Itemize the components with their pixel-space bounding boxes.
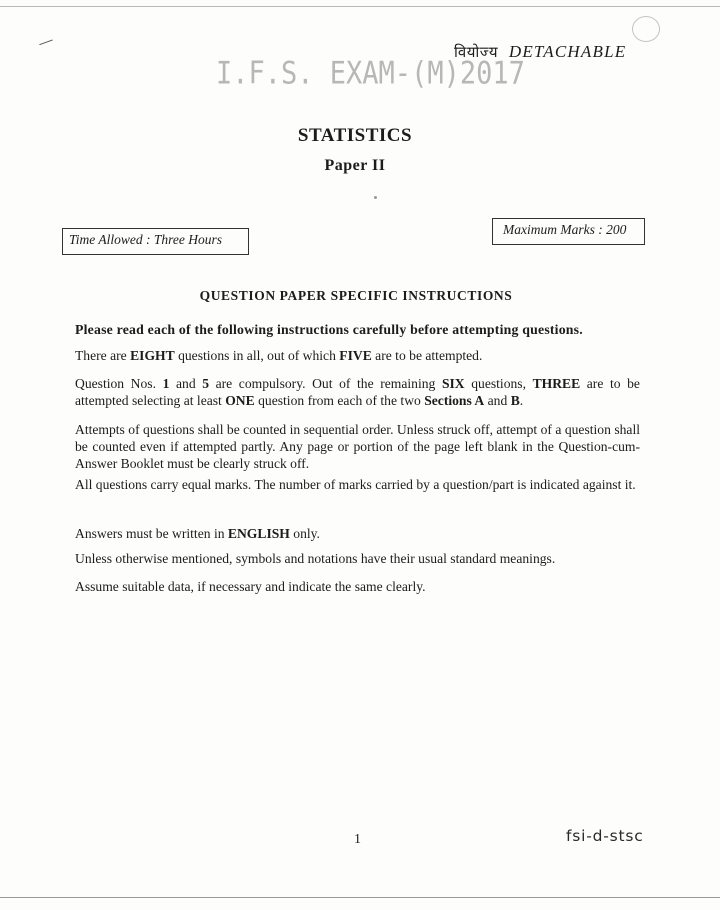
instruction-item-3: Attempts of questions shall be counted in sequential order. Unless struck off, attempt of a question shall be counted even if attempted partly. Any page or portion of the page left blank in the Question-cum-Answer Booklet must be clearly struck off. (75, 422, 640, 471)
page-number: 1 (354, 832, 361, 847)
circled-number-mark (632, 16, 660, 42)
instruction-item-6: Unless otherwise mentioned, symbols and notations have their usual standard meanings. (75, 551, 556, 566)
english-detachable-label: DETACHABLE (508, 42, 627, 61)
time-allowed-box: Time Allowed : Three Hours (62, 228, 249, 255)
scan-bottom-edge (0, 897, 720, 898)
instructions-heading: QUESTION PAPER SPECIFIC INSTRUCTIONS (199, 288, 513, 303)
instruction-item-4: All questions carry equal marks. The number of marks carried by a question/part is indicated against it. (75, 477, 636, 492)
instruction-item-7: Assume suitable data, if necessary and indicate the same clearly. (75, 579, 426, 594)
instruction-item-2: Question Nos. 1 and 5 are compulsory. Out of the remaining SIX questions, THREE are to be attempted selecting at least ONE question from each of the two Sections A and B. (75, 376, 640, 408)
exam-stamp: I.F.S. EXAM-(M)2017 (216, 55, 525, 92)
scan-tick-mark (37, 34, 53, 45)
instructions-lead: Please read each of the following instructions carefully before attempting questions. (75, 322, 583, 337)
instruction-item-5: Answers must be written in ENGLISH only. (75, 526, 320, 541)
paper-code: fsi-d-stsc (566, 827, 644, 845)
maximum-marks-box: Maximum Marks : 200 (492, 218, 645, 245)
subject-title: STATISTICS (297, 125, 413, 146)
scan-top-edge (0, 6, 720, 7)
paper-title: Paper II (324, 157, 386, 174)
instruction-item-1: There are EIGHT questions in all, out of which FIVE are to be attempted. (75, 348, 483, 363)
scan-dot (374, 196, 377, 199)
hindi-detachable-label: वियोज्य (454, 43, 499, 61)
